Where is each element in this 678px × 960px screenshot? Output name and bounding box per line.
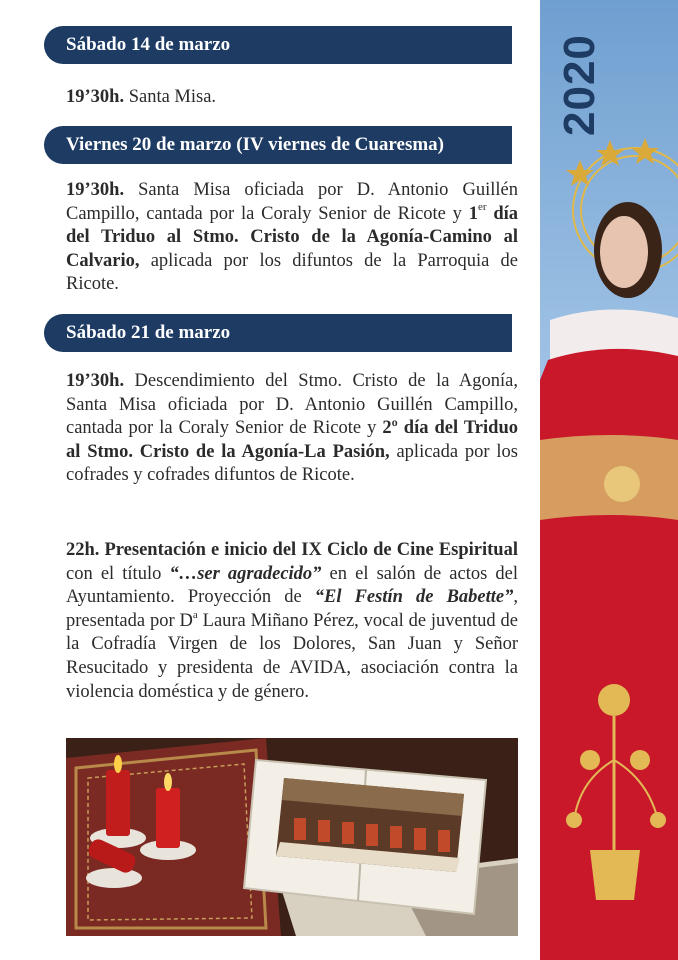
text-run: aplicada por los difuntos de la Parroquia de Ricote. — [66, 250, 518, 295]
text-run: a — [192, 608, 198, 621]
text-run: en el salón de actos del Ayuntamiento. Proyección de — [66, 563, 519, 608]
text-run: aplicada por los cofrades y cofrades difuntos de Ricote. — [66, 441, 518, 486]
text-run: 22h. Presentación e inicio del IX Ciclo de Cine Espiritual — [66, 540, 518, 560]
text-run: Santa Misa. — [124, 87, 217, 107]
text-run: día del Triduo al Stmo. Cristo de la Agonía-Camino al Calvario, — [66, 203, 518, 271]
event-paragraph — [66, 539, 518, 704]
text-run: Descendimiento del Stmo. Cristo de la Agonía, Santa Misa oficiada por D. Antonio Guillén Campillo, cantada por la Coraly Senior de Ricote y — [66, 371, 518, 439]
event-paragraph — [66, 179, 518, 297]
date-header-2: Viernes 20 de marzo (IV viernes de Cuaresma) — [44, 126, 512, 164]
text-run: 2º día del Triduo al Stmo. Cristo de la Agonía-La Pasión, — [66, 418, 518, 462]
title-text: “El Festín de Babette” — [314, 587, 514, 608]
text-run: 19’30h. — [66, 371, 125, 391]
candles-and-book-photo — [66, 738, 518, 936]
event-paragraph — [66, 86, 518, 110]
year-label: 2020 — [555, 34, 604, 136]
title-text: “…ser agradecido” — [169, 563, 322, 584]
date-header-1: Sábado 14 de marzo — [44, 26, 512, 64]
date-header-3: Sábado 21 de marzo — [44, 314, 512, 352]
text-run: 1 — [468, 203, 478, 224]
text-run: , presentada por D — [66, 587, 518, 631]
text-run: 19’30h. — [66, 180, 125, 200]
text-run: Laura Miñano Pérez, vocal de juventud de la Cofradía Virgen de los Dolores, San Juan y Señor Resucitado y presidenta de AVIDA, asociación contra la violencia doméstica y de género. — [66, 610, 518, 702]
text-run — [315, 587, 514, 607]
text-run: Santa Misa oficiada por D. Antonio Guillén Campillo, cantada por la Coraly Senior de Ricote y — [66, 180, 518, 224]
text-run: con el título — [66, 563, 170, 584]
text-run — [169, 564, 321, 584]
text-run: er — [477, 201, 487, 214]
text-run: 19’30h. — [66, 87, 125, 107]
virgin-image-strip — [540, 0, 678, 960]
event-paragraph — [66, 370, 518, 488]
